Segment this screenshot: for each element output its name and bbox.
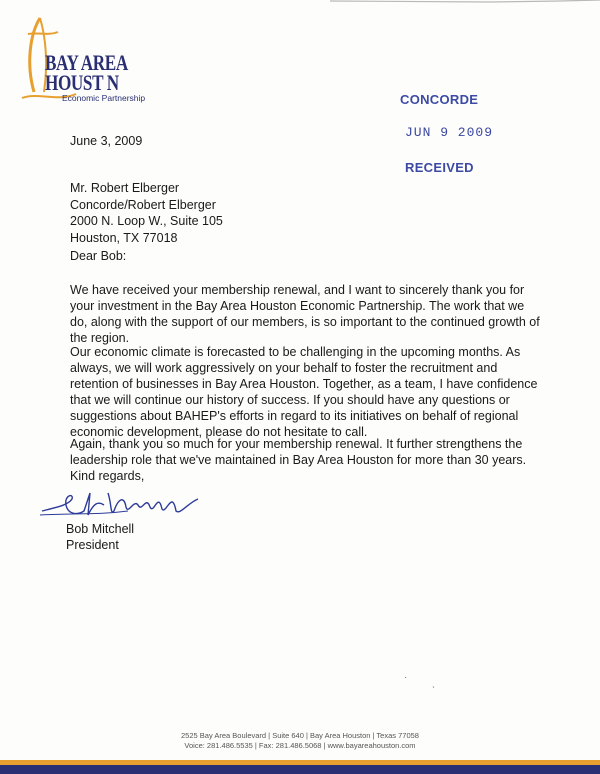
- address-line: Concorde/Robert Elberger: [70, 197, 216, 212]
- closing: Kind regards,: [70, 469, 145, 483]
- body-paragraph-2: Our economic climate is forecasted to be challenging in the upcoming months. As always, we will work aggressively on your behalf to foster the recruitment and retention of businesses in Bay Area Houston. Together, as a team, I have confidence that we will continue our history of success. If you should have any questions or suggestions about BAHEP's efforts in regard to its initiatives on behalf of regional economic development, please do not hesitate to call.: [70, 345, 538, 439]
- received-stamp-company: CONCORDE: [400, 92, 479, 107]
- signer-name: Bob Mitchell: [66, 522, 135, 536]
- logo-wordmark-line1: BAY AREA: [45, 50, 128, 75]
- received-stamp-status: RECEIVED: [405, 160, 474, 175]
- body-paragraph-3: Again, thank you so much for your membership renewal. It further strengthens the leadership role that we've maintained in Bay Area Houston for more than 30 years.: [70, 437, 527, 467]
- letter-date: June 3, 2009: [70, 134, 143, 148]
- logo-subtitle: Economic Partnership: [62, 93, 146, 103]
- address-line: Houston, TX 77018: [70, 230, 178, 245]
- salutation: Dear Bob:: [70, 249, 127, 263]
- footer-color-bar: [0, 760, 600, 774]
- body-paragraph-1: We have received your membership renewal, and I want to sincerely thank you for your investment in the Bay Area Houston Economic Partnership. The work that we do, along with the support of our members, is so important to the continued growth of the region.: [70, 283, 540, 345]
- footer-bar-blue: [0, 765, 600, 774]
- logo-wordmark-line2: HOUST N: [45, 70, 119, 95]
- signer-title: President: [66, 538, 119, 552]
- bahep-logo: [18, 14, 153, 104]
- handwritten-signature: [38, 485, 208, 525]
- address-line: 2000 N. Loop W., Suite 105: [70, 214, 223, 228]
- recipient-address: [70, 180, 223, 246]
- footer-contact: Voice: 281.486.5535 | Fax: 281.486.5068 | www.bayareahouston.com: [184, 741, 416, 750]
- scan-streak: [330, 0, 600, 6]
- stray-ink-mark: ·: [404, 672, 408, 683]
- footer-address: 2525 Bay Area Boulevard | Suite 640 | Bay Area Houston | Texas 77058: [181, 731, 419, 740]
- address-line: Mr. Robert Elberger: [70, 181, 180, 195]
- stray-ink-mark: ˎ: [432, 678, 436, 689]
- received-stamp-date: JUN 9 2009: [405, 125, 494, 140]
